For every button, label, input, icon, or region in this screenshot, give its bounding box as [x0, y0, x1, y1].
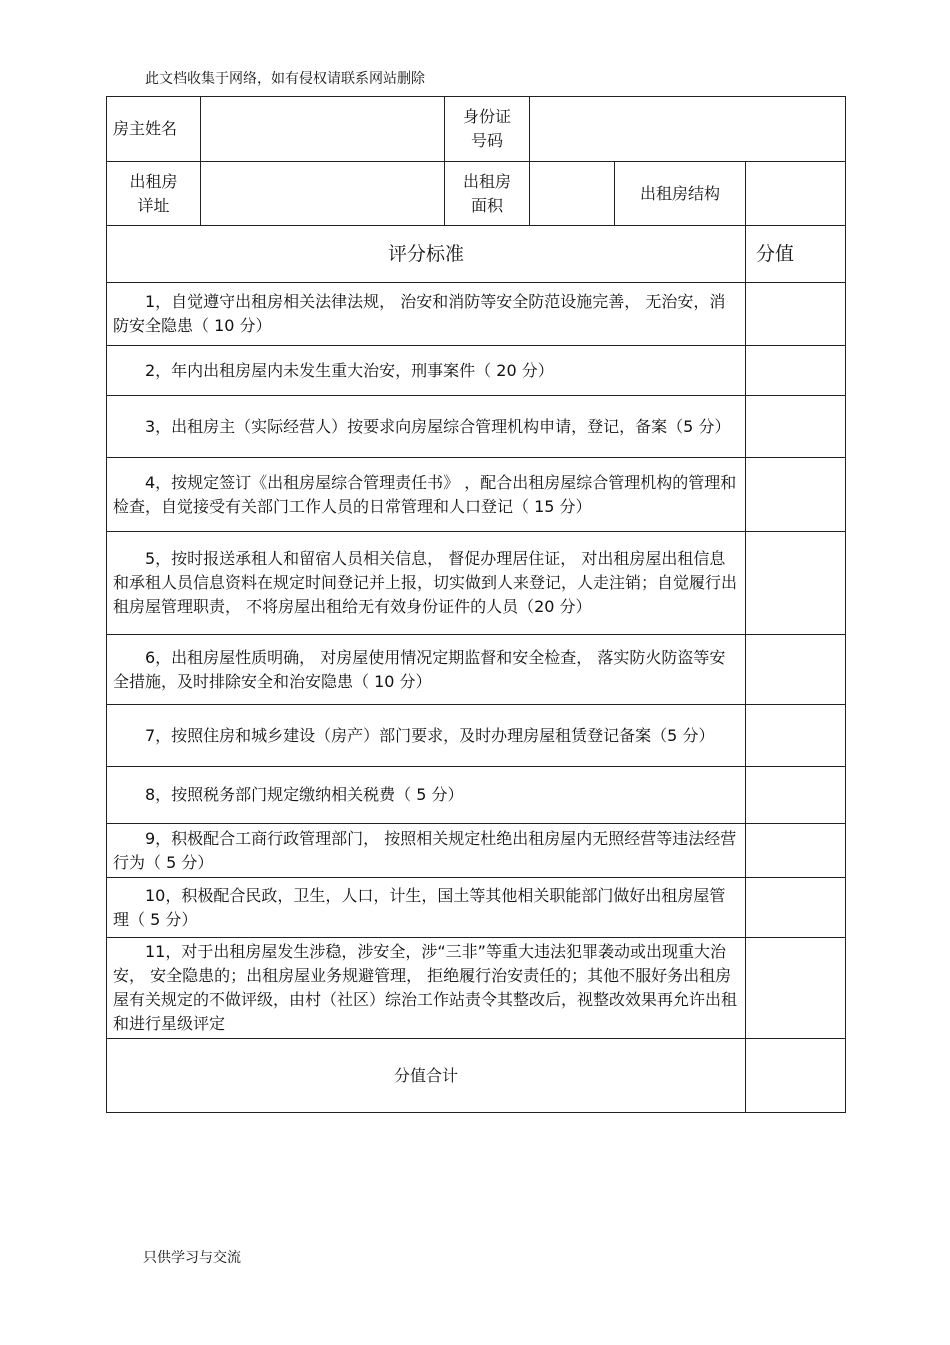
criterion-text: 11，对于出租房屋发生涉稳，涉安全，涉“三非”等重大违法犯罪袭动或出现重大治安， 安全隐患的；出租房屋业务规避管理， 拒绝履行治安责任的；其他不服好务出租房屋有关规定的不做评级，由村（社区）综治工作站责令其整改后，视整改效果再允许出租和进行星级评定: [107, 938, 746, 1039]
total-score-label: 分值合计: [107, 1039, 746, 1113]
criterion-score-field[interactable]: [746, 767, 846, 824]
property-row: [107, 162, 846, 226]
total-row: [107, 1039, 846, 1113]
criterion-row: [107, 878, 846, 938]
landlord-name-label: 房主姓名: [107, 97, 201, 162]
score-header: 分值: [746, 226, 846, 283]
criterion-score-field[interactable]: [746, 938, 846, 1039]
criterion-row: [107, 283, 846, 346]
id-number-field[interactable]: [530, 97, 846, 162]
criterion-score-field[interactable]: [746, 396, 846, 458]
criterion-row: [107, 396, 846, 458]
criterion-score-field[interactable]: [746, 532, 846, 635]
address-field[interactable]: [201, 162, 445, 226]
criterion-text: 10，积极配合民政，卫生，人口，计生，国土等其他相关职能部门做好出租房屋管理（ 5 分）: [107, 878, 746, 938]
criterion-score-field[interactable]: [746, 346, 846, 396]
structure-field[interactable]: [746, 162, 846, 226]
criterion-text: 9，积极配合工商行政管理部门， 按照相关规定杜绝出租房屋内无照经营等违法经营行为（ 5 分）: [107, 824, 746, 878]
criterion-text: 2，年内出租房屋内未发生重大治安，刑事案件（ 20 分）: [107, 346, 746, 396]
criterion-row: [107, 767, 846, 824]
criterion-score-field[interactable]: [746, 824, 846, 878]
id-number-label: 身份证号码: [445, 97, 530, 162]
criterion-text: 5，按时报送承租人和留宿人员相关信息， 督促办理居住证， 对出租房屋出租信息和承租人员信息资料在规定时间登记并上报，切实做到人来登记，人走注销；自觉履行出租房屋管理职责， 不将房屋出租给无有效身份证件的人员（20 分）: [107, 532, 746, 635]
criterion-text: 3，出租房主（实际经营人）按要求向房屋综合管理机构申请，登记，备案（5 分）: [107, 396, 746, 458]
area-field[interactable]: [530, 162, 615, 226]
criterion-text: 6，出租房屋性质明确， 对房屋使用情况定期监督和安全检查， 落实防火防盗等安全措施，及时排除安全和治安隐患（ 10 分）: [107, 635, 746, 705]
criterion-row: [107, 532, 846, 635]
criterion-row: [107, 458, 846, 532]
criterion-row: [107, 705, 846, 767]
criterion-text: 1，自觉遵守出租房相关法律法规， 治安和消防等安全防范设施完善， 无治安，消防安全隐患（ 10 分）: [107, 283, 746, 346]
criterion-score-field[interactable]: [746, 458, 846, 532]
criteria-header-row: [107, 226, 846, 283]
criterion-row: [107, 824, 846, 878]
criterion-score-field[interactable]: [746, 705, 846, 767]
criterion-text: 4，按规定签订《出租房屋综合管理责任书》 ，配合出租房屋综合管理机构的管理和检查，自觉接受有关部门工作人员的日常管理和人口登记（ 15 分）: [107, 458, 746, 532]
criterion-row: [107, 635, 846, 705]
rental-rating-form: [106, 96, 846, 1113]
header-note: 此文档收集于网络，如有侵权请联系网站删除: [145, 71, 425, 87]
criterion-text: 8，按照税务部门规定缴纳相关税费（ 5 分）: [107, 767, 746, 824]
criterion-score-field[interactable]: [746, 878, 846, 938]
landlord-name-field[interactable]: [201, 97, 445, 162]
landlord-row: [107, 97, 846, 162]
criterion-score-field[interactable]: [746, 283, 846, 346]
criterion-row: [107, 346, 846, 396]
footer-note: 只供学习与交流: [143, 1250, 241, 1266]
criterion-row: [107, 938, 846, 1039]
criteria-header: 评分标准: [107, 226, 746, 283]
criterion-text: 7，按照住房和城乡建设（房产）部门要求，及时办理房屋租赁登记备案（5 分）: [107, 705, 746, 767]
criterion-score-field[interactable]: [746, 635, 846, 705]
structure-label: 出租房结构: [615, 162, 746, 226]
total-score-field[interactable]: [746, 1039, 846, 1113]
address-label: 出租房详址: [107, 162, 201, 226]
area-label: 出租房面积: [445, 162, 530, 226]
